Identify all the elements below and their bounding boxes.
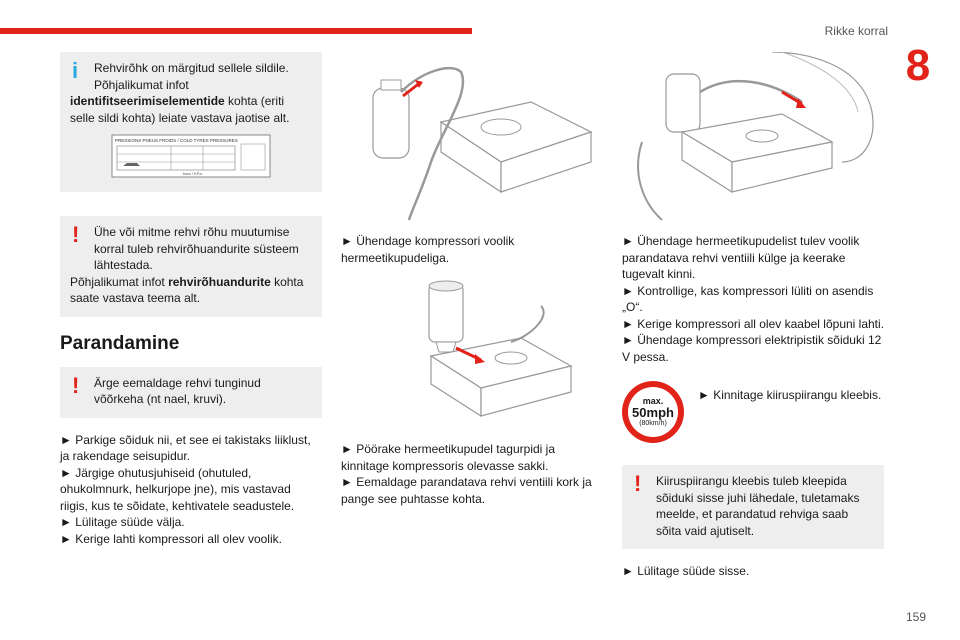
info-note-line2: Põhjalikumat infot	[94, 77, 189, 92]
top-accent-bar	[0, 28, 472, 34]
step-item: ► Ühendage kompressori elektripistik sõiduki 12 V pessa.	[622, 333, 882, 364]
info-note-line1: Rehvirõhk on märgitud sellele sildile.	[94, 61, 289, 75]
step-connect-hose: ► Ühendage kompressori voolik hermeetikupudeliga.	[341, 234, 515, 265]
column-3	[622, 52, 884, 580]
info-note-rest: kohta (eriti selle sildi kohta) leiate vastava jaotise alt.	[70, 94, 290, 125]
info-note	[60, 52, 322, 192]
speed-limit-sticker-icon	[622, 381, 684, 443]
warning-note-sticker	[622, 465, 884, 549]
speed-sign-line2: 50mph	[632, 404, 674, 420]
warning-note-bold: rehvirõhuandurite	[168, 274, 271, 289]
steps-list	[60, 432, 322, 548]
column-1	[60, 52, 322, 547]
step-ignition-on: ► Lülitage süüde sisse.	[622, 564, 750, 578]
column-2	[341, 52, 603, 507]
step-item: ► Lülitage süüde välja.	[60, 515, 185, 529]
step-item: ► Järgige ohutusjuhiseid (ohutuled, ohukolmnurk, helkurjope jne), mis vastavad riigis, kus te sõidate, kehtivatele seadustele.	[60, 465, 295, 513]
warning-note-rest: kohta saate vastava teema alt.	[70, 274, 304, 305]
step-item: ► Eemaldage parandatava rehvi ventiili kork ja pange see puhtasse kohta.	[341, 475, 592, 506]
section-title: Rikke korral	[824, 24, 888, 38]
step-item: ► Kontrollige, kas kompressori lüliti on asendis „O“.	[622, 283, 874, 314]
speed-sign-line1: max.	[642, 395, 664, 406]
step-item: ► Kerige lahti kompressori all olev voolik.	[60, 531, 282, 546]
valve-connect-illustration	[622, 52, 884, 222]
heading-repair: Parandamine	[60, 332, 180, 354]
step-item: ► Parkige sõiduk nii, et see ei takistaks liiklust, ja rakendage seisupidur.	[60, 432, 311, 463]
tyre-pressure-label-image	[111, 134, 271, 178]
speed-sticker-row	[622, 381, 884, 443]
page-number: 159	[905, 610, 926, 624]
steps-list-2	[341, 441, 603, 507]
warning-icon: !	[634, 471, 642, 496]
warning-note-foreign-object	[60, 367, 322, 418]
tyre-label-title: PRESSIONS PNEUS FROIDS / COLD TYRES PRESSURES	[115, 138, 238, 143]
compressor-hose-illustration	[341, 52, 603, 222]
step-item: ► Ühendage hermeetikupudelist tulev voolik parandatava rehvi ventiili külge ja keerake tugevalt kinni.	[622, 234, 860, 281]
warning-note-text: Ärge eemaldage rehvi tunginud võõrkeha (nt nael, kruvi).	[94, 375, 261, 406]
info-icon: i	[72, 58, 79, 83]
step-sticker: ► Kinnitage kiiruspiirangu kleebis.	[698, 388, 882, 402]
chapter-number: 8	[905, 41, 931, 90]
steps-list-3	[622, 233, 884, 365]
bottle-invert-illustration	[341, 276, 603, 426]
warning-icon: !	[72, 222, 80, 247]
speed-sign-line3: (80km/h)	[639, 419, 667, 427]
warning-note-line2: Põhjalikumat infot	[70, 274, 169, 289]
warning-note-line1: Ühe või mitme rehvi rõhu muutumise korral tuleb rehvirõhuandurite süsteem lähtestada.	[94, 225, 299, 272]
warning-note-text: Kiiruspiirangu kleebis tuleb kleepida sõiduki sisse juhi lähedale, tuletamaks meelde, et parandatud rehviga saab sõita vaid ajutiselt.	[656, 474, 860, 538]
tyre-label-unit: bars / KPa	[183, 171, 202, 176]
warning-note-sensors	[60, 216, 322, 317]
step-item: ► Pöörake hermeetikupudel tagurpidi ja kinnitage kompressoris olevasse sakki.	[341, 442, 556, 473]
warning-icon: !	[72, 372, 80, 398]
step-item: ► Kerige kompressori all olev kaabel lõpuni lahti.	[622, 316, 885, 331]
info-note-bold: identifitseerimiselementide	[70, 94, 225, 108]
